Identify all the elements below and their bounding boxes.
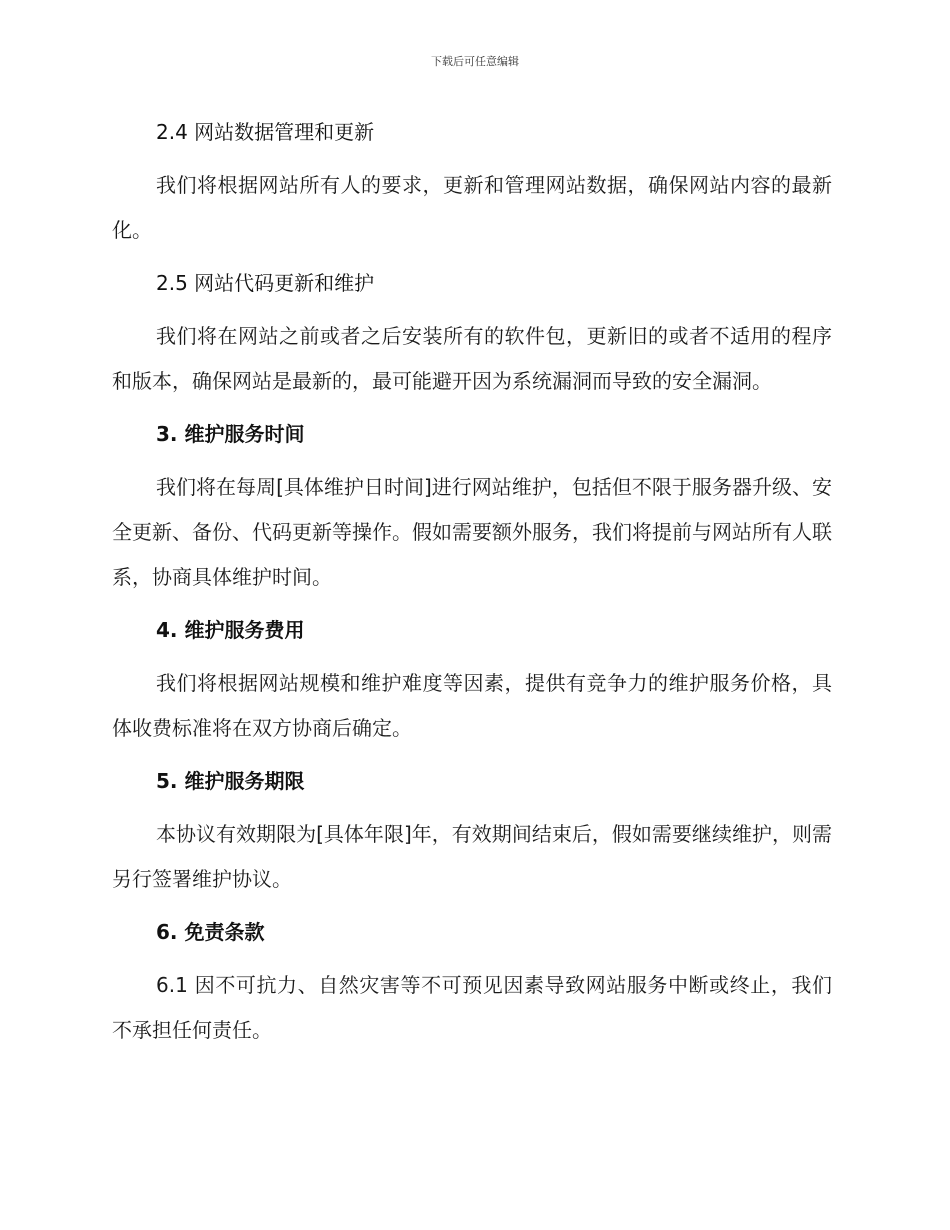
paragraph-3: 我们将在每周[具体维护日时间]进行网站维护，包括但不限于服务器升级、安全更新、备份、代码更新等操作。假如需要额外服务，我们将提前与网站所有人联系，协商具体维护时间。 xyxy=(112,475,832,589)
heading-6: 6. 免责条款 xyxy=(156,920,265,944)
paragraph-2-5: 我们将在网站之前或者之后安装所有的软件包，更新旧的或者不适用的程序和版本，确保网站是最新的，最可能避开因为系统漏洞而导致的安全漏洞。 xyxy=(112,324,832,393)
subheading-2-5: 2.5 网站代码更新和维护 xyxy=(156,271,375,295)
heading-5: 5. 维护服务期限 xyxy=(156,769,305,793)
header-note: 下载后可任意编辑 xyxy=(431,55,519,68)
heading-4: 4. 维护服务费用 xyxy=(156,618,305,642)
heading-3: 3. 维护服务时间 xyxy=(156,422,305,446)
paragraph-5: 本协议有效期限为[具体年限]年，有效期间结束后，假如需要继续维护，则需另行签署维护协议。 xyxy=(112,822,832,891)
paragraph-4: 我们将根据网站规模和维护难度等因素，提供有竞争力的维护服务价格，具体收费标准将在双方协商后确定。 xyxy=(112,671,832,740)
paragraph-2-4: 我们将根据网站所有人的要求，更新和管理网站数据，确保网站内容的最新化。 xyxy=(112,173,832,242)
subheading-2-4: 2.4 网站数据管理和更新 xyxy=(156,120,375,144)
document-content xyxy=(112,110,832,1053)
paragraph-6-1: 6.1 因不可抗力、自然灾害等不可预见因素导致网站服务中断或终止，我们不承担任何责任。 xyxy=(112,973,832,1042)
